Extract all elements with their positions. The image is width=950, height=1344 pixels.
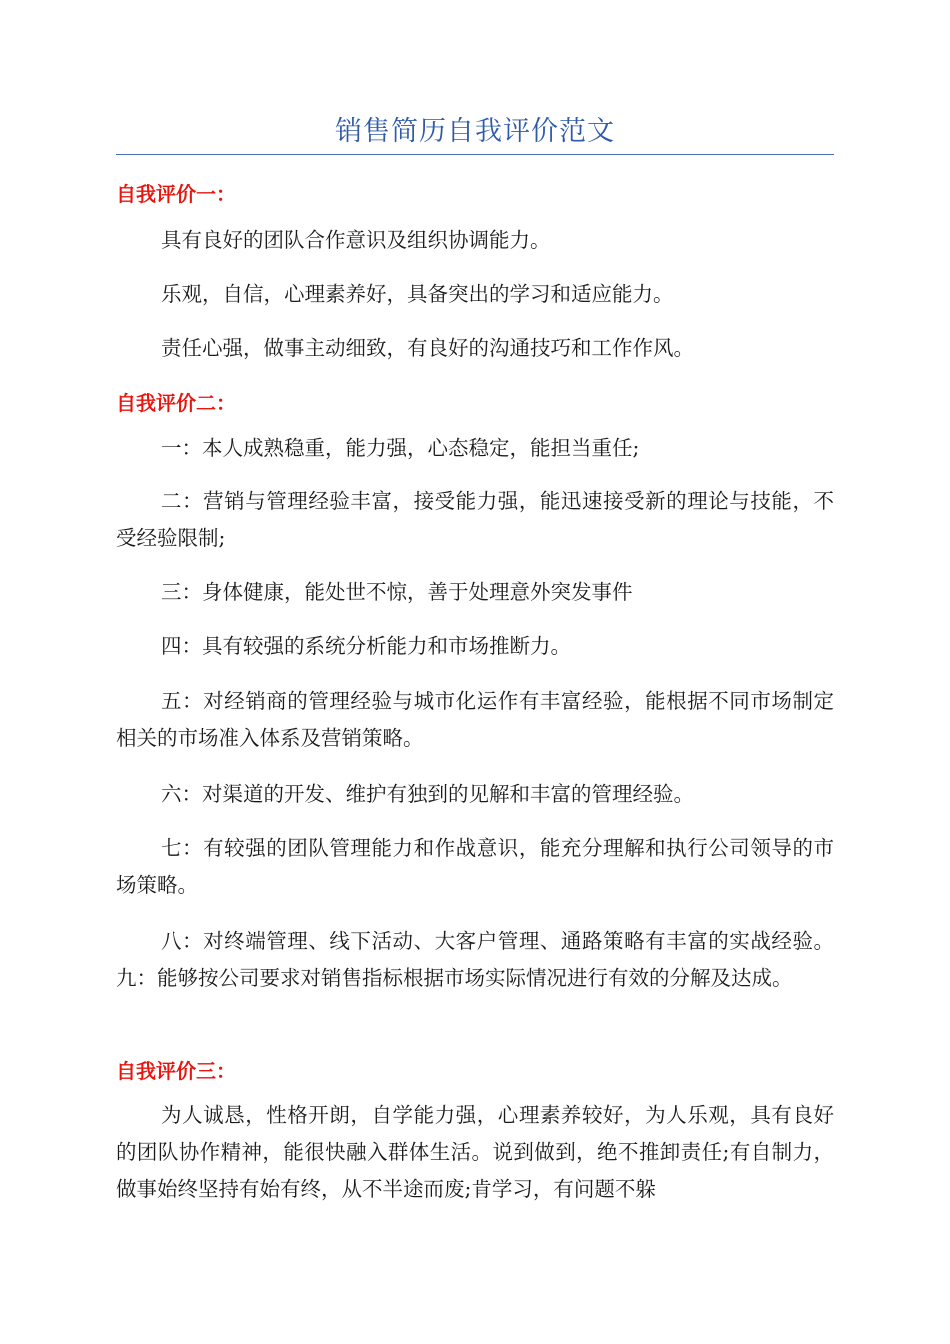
section-1-paragraph-3: 责任心强，做事主动细致，有良好的沟通技巧和工作作风。 (161, 336, 694, 360)
section-2-paragraph-6: 六：对渠道的开发、维护有独到的见解和丰富的管理经验。 (161, 782, 694, 806)
section-heading-3: 自我评价三： (116, 1059, 236, 1083)
section-2-paragraph-4: 四：具有较强的系统分析能力和市场推断力。 (161, 634, 571, 658)
document-title: 销售简历自我评价范文 (335, 116, 615, 147)
section-1-paragraph-1: 具有良好的团队合作意识及组织协调能力。 (161, 228, 551, 252)
section-2-paragraph-5: 五：对经销商的管理经验与城市化运作有丰富经验，能根据不同市场制定相关的市场准入体系及营销策略。 (116, 689, 834, 750)
section-3-paragraph-1: 为人诚恳，性格开朗，自学能力强，心理素养较好，为人乐观，具有良好的团队协作精神，能很快融入群体生活。说到做到，绝不推卸责任;有自制力，做事始终坚持有始有终，从不半途而废;肯学习，有问题不躲 (116, 1103, 834, 1201)
title-underline (116, 154, 834, 155)
section-1-paragraph-2: 乐观，自信，心理素养好，具备突出的学习和适应能力。 (161, 282, 674, 306)
section-2-paragraph-7: 七：有较强的团队管理能力和作战意识，能充分理解和执行公司领导的市场策略。 (116, 836, 834, 897)
section-2-paragraph-1: 一：本人成熟稳重，能力强，心态稳定，能担当重任; (161, 436, 640, 460)
section-2-paragraph-2: 二：营销与管理经验丰富，接受能力强，能迅速接受新的理论与技能，不受经验限制; (116, 489, 834, 550)
section-2-paragraph-3: 三：身体健康，能处世不惊，善于处理意外突发事件 (161, 580, 633, 604)
section-2-paragraph-8: 八：对终端管理、线下活动、大客户管理、通路策略有丰富的实战经验。九：能够按公司要求对销售指标根据市场实际情况进行有效的分解及达成。 (116, 929, 834, 990)
section-heading-1: 自我评价一： (116, 182, 236, 206)
section-heading-2: 自我评价二： (116, 391, 236, 415)
